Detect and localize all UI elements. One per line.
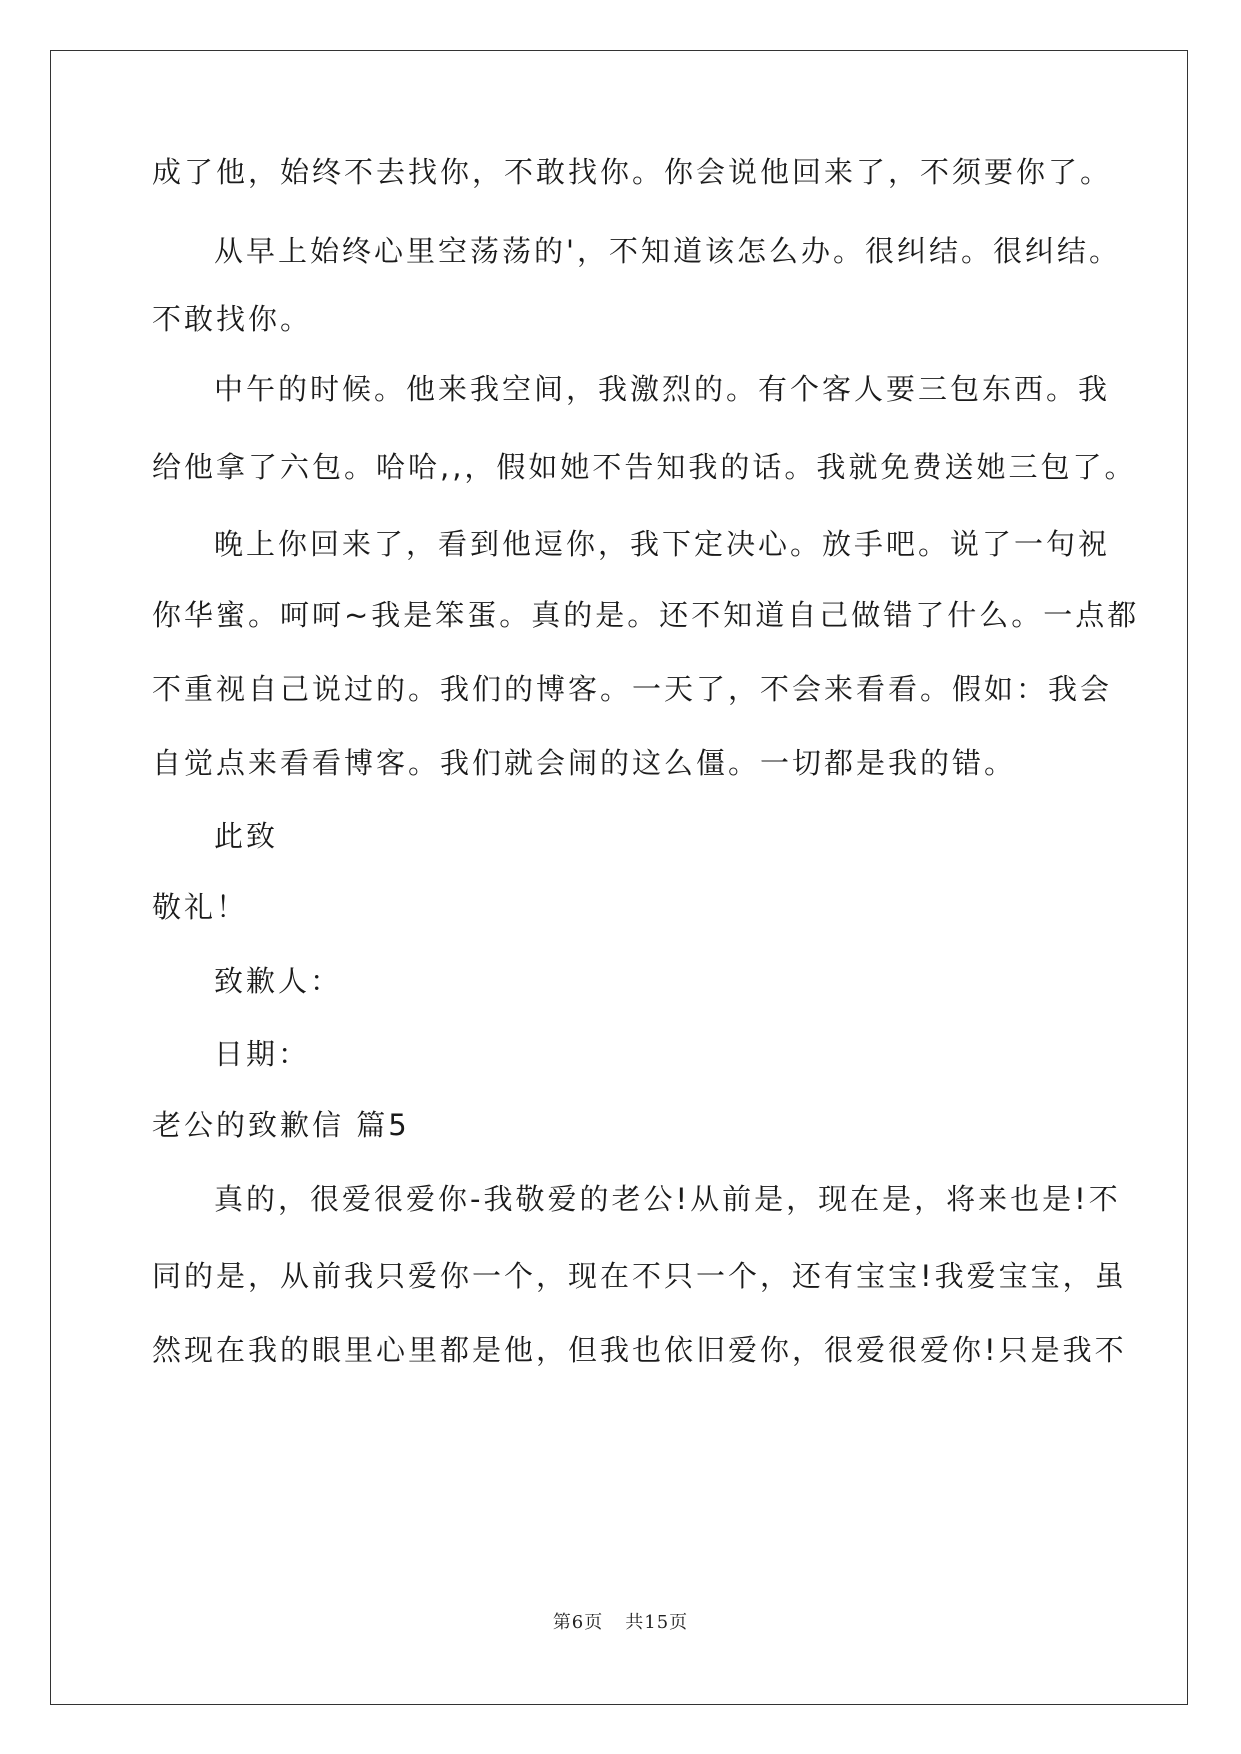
- paragraph-line: 自觉点来看看博客。我们就会闹的这么僵。一切都是我的错。: [152, 746, 1017, 780]
- paragraph-line: 真的，很爱很爱你-我敬爱的老公!从前是，现在是，将来也是!不: [214, 1182, 1121, 1216]
- section-heading: 老公的致歉信 篇5: [152, 1108, 410, 1142]
- page-frame: [50, 50, 1188, 1705]
- paragraph-line: 同的是，从前我只爱你一个，现在不只一个，还有宝宝!我爱宝宝，虽: [152, 1259, 1127, 1293]
- page-footer: [0, 1608, 1241, 1634]
- paragraph-line: 不重视自己说过的。我们的博客。一天了，不会来看看。假如：我会: [152, 672, 1113, 706]
- paragraph-line: 不敢找你。: [152, 302, 313, 336]
- paragraph-line: 晚上你回来了，看到他逗你，我下定决心。放手吧。说了一句祝: [214, 527, 1111, 561]
- paragraph-line: 中午的时候。他来我空间，我激烈的。有个客人要三包东西。我: [214, 372, 1111, 406]
- signature-label: 致歉人：: [214, 964, 343, 998]
- closing-regards: 敬礼！: [152, 890, 249, 924]
- paragraph-line: 成了他，始终不去找你，不敢找你。你会说他回来了，不须要你了。: [152, 155, 1113, 189]
- paragraph-line: 给他拿了六包。哈哈,,，假如她不告知我的话。我就免费送她三包了。: [152, 450, 1137, 484]
- paragraph-line: 从早上始终心里空荡荡的'，不知道该怎么办。很纠结。很纠结。: [214, 234, 1121, 268]
- current-page-number: 第6页: [552, 1612, 604, 1633]
- date-label: 日期：: [214, 1037, 311, 1071]
- closing-salutation: 此致: [214, 819, 279, 853]
- paragraph-line: 然现在我的眼里心里都是他，但我也依旧爱你，很爱很爱你!只是我不: [152, 1333, 1127, 1367]
- paragraph-line: 你华蜜。呵呵~我是笨蛋。真的是。还不知道自己做错了什么。一点都: [152, 598, 1140, 632]
- total-page-count: 共15页: [625, 1612, 689, 1633]
